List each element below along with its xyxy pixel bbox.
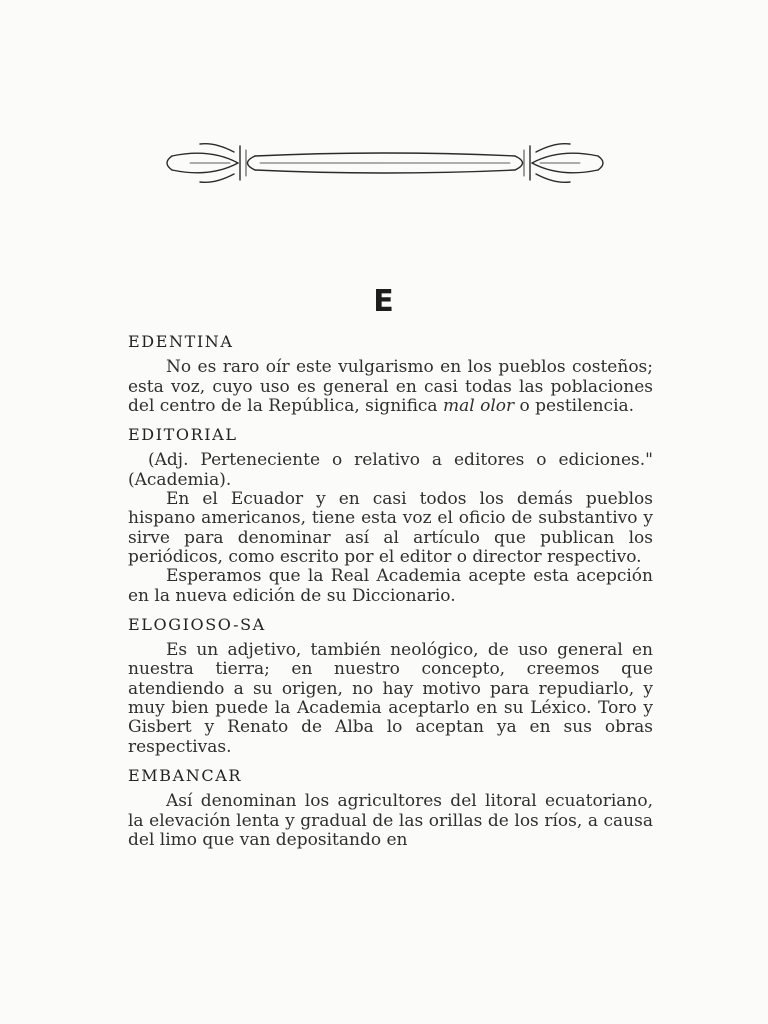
headword-elogioso: ELOGIOSO-SA [128, 614, 266, 634]
definition-paragraph: Esperamos que la Real Academia acepte esta acepción en la nueva edición de su Diccionario. [128, 566, 653, 606]
headword-edentina: EDENTINA [128, 332, 234, 351]
section-letter: E [373, 284, 395, 319]
headword-editorial: EDITORIAL [128, 425, 238, 445]
definition-paragraph: En el Ecuador y en casi todos los demás pueblos hispano americanos, tiene esta voz el oficio de substantivo y sirve para denominar así al artículo que publican los periódicos, como escrito por el editor o director respectivo. [128, 489, 653, 567]
definition-paragraph: No es raro oír este vulgarismo en los pueblos costeños; esta voz, cuyo uso es general en casi todas las poblaciones del centro de la República, significa mal olor o pestilencia. [128, 357, 653, 416]
headword-embancar: EMBANCAR [128, 765, 243, 785]
definition-paragraph: (Adj. Perteneciente o relativo a editores o ediciones." (Academia). [128, 450, 653, 490]
definition-paragraph: Es un adjetivo, también neológico, de uso general en nuestra tierra; en nuestro concepto, creemos que atendiendo a su origen, no hay motivo para repudiarlo, y muy bien puede la Academia aceptarlo en su Léxico. Toro y Gisbert y Renato de Alba lo aceptan ya en sus obras respectivas. [128, 640, 653, 757]
definition-paragraph: Así denominan los agricultores del litoral ecuatoriano, la elevación lenta y gradual de las orillas de los ríos, a causa del limo que van depositando en [128, 791, 653, 850]
entries-body [128, 332, 653, 850]
italic-phrase: mal olor [442, 395, 515, 416]
scroll-ornament-icon [160, 138, 610, 188]
